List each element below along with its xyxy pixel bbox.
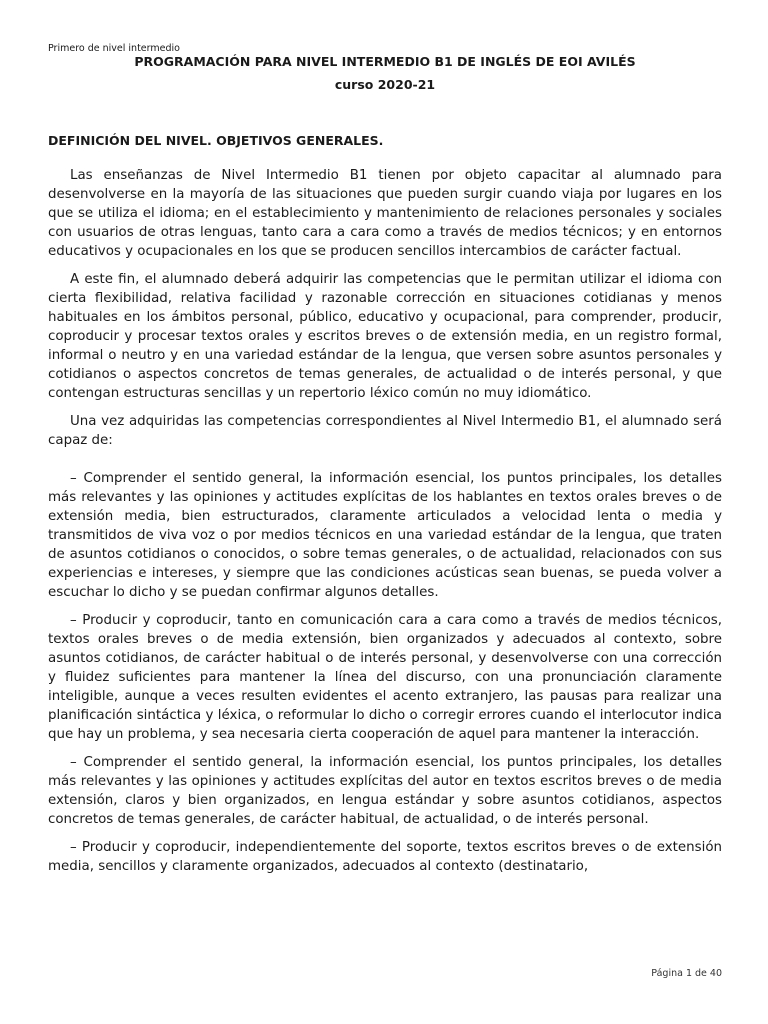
objective-list-item: – Comprender el sentido general, la información esencial, los puntos principales, los detalles más relevantes y las opiniones y actitudes explícitas del autor en textos escritos breves o de media extensión, claros y bien organizados, en lengua estándar y sobre asuntos cotidianos, aspectos concretos de temas generales, de carácter habitual, de actualidad, o de interés personal. <box>48 755 722 827</box>
document-title: PROGRAMACIÓN PARA NIVEL INTERMEDIO B1 DE INGLÉS DE EOI AVILÉS <box>134 54 636 69</box>
paragraph-capabilities-intro: Una vez adquiridas las competencias correspondientes al Nivel Intermedio B1, el alumnado será capaz de: <box>48 414 722 448</box>
document-body <box>48 166 722 876</box>
objective-list-item: – Producir y coproducir, tanto en comunicación cara a cara como a través de medios técnicos, textos orales breves o de media extensión, bien organizados y adecuados al contexto, sobre asuntos cotidianos, de carácter habitual o de interés personal, y desenvolverse con una corrección y fluidez suficientes para mantener la línea del discurso, con una pronunciación claramente inteligible, aunque a veces resulten evidentes el acento extranjero, las pausas para realizar una planificación sintáctica y léxica, o reformular lo dicho o corregir errores cuando el interlocutor indica que hay un problema, y sea necesaria cierta cooperación de aquel para mantener la interacción. <box>48 613 722 742</box>
paragraph-intro: Las enseñanzas de Nivel Intermedio B1 tienen por objeto capacitar al alumnado para desenvolverse en la mayoría de las situaciones que pueden surgir cuando viaja por lugares en los que se utiliza el idioma; en el establecimiento y mantenimiento de relaciones personales y sociales con usuarios de otras lenguas, tanto cara a cara como a través de medios técnicos; y en entornos educativos y ocupacionales en los que se producen sencillos intercambios de carácter factual. <box>48 168 722 259</box>
objective-list-item: – Comprender el sentido general, la información esencial, los puntos principales, los detalles más relevantes y las opiniones y actitudes explícitas de los hablantes en textos orales breves o de extensión media, bien estructurados, claramente articulados a velocidad lenta o media y transmitidos de viva voz o por medios técnicos en una variedad estándar de la lengua, que traten de asuntos cotidianos o conocidos, o sobre temas generales, o de actualidad, relacionados con sus experiencias e intereses, y siempre que las condiciones acústicas sean buenas, se pueda volver a escuchar lo dicho y se puedan confirmar algunos detalles. <box>48 471 722 600</box>
objective-list-item: – Producir y coproducir, independientemente del soporte, textos escritos breves o de extensión media, sencillos y claramente organizados, adecuados al contexto (destinatario, <box>48 840 722 874</box>
header-note: Primero de nivel intermedio <box>48 43 180 54</box>
section-heading: DEFINICIÓN DEL NIVEL. OBJETIVOS GENERALES. <box>48 133 384 148</box>
paragraph-competencies: A este fin, el alumnado deberá adquirir las competencias que le permitan utilizar el idioma con cierta flexibilidad, relativa facilidad y razonable corrección en situaciones cotidianas y menos habituales en los ámbitos personal, público, educativo y ocupacional, para comprender, producir, coproducir y procesar textos orales y escritos breves o de extensión media, en un registro formal, informal o neutro y en una variedad estándar de la lengua, que versen sobre asuntos personales y cotidianos o aspectos concretos de temas generales, de actualidad o de interés personal, y que contengan estructuras sencillas y un repertorio léxico común no muy idiomático. <box>48 272 722 401</box>
page-number: Página 1 de 40 <box>651 968 722 979</box>
document-subtitle: curso 2020-21 <box>334 77 436 92</box>
